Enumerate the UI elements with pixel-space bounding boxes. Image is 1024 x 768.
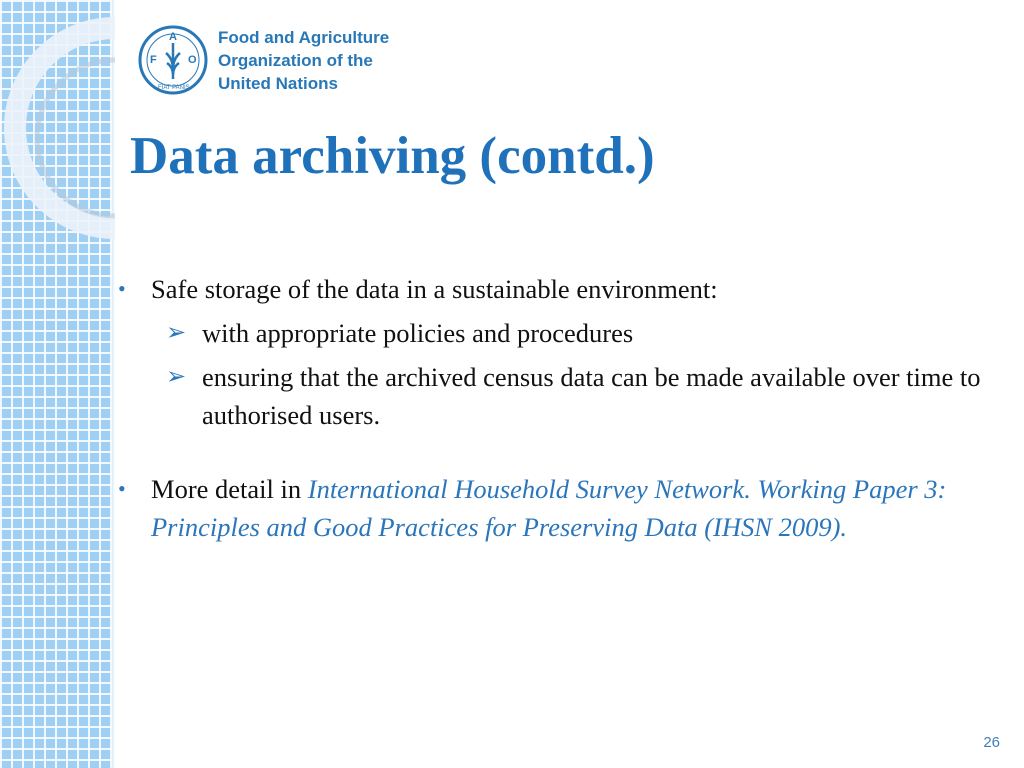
emblem-motto: FIAT PANIS — [158, 85, 190, 91]
bullet-text: Safe storage of the data in a sustainable environment: — [151, 274, 718, 304]
bullet-dot-icon: • — [118, 476, 126, 501]
arrow-bullet-icon: ➢ — [166, 364, 187, 390]
logo-line-1: Food and Agriculture — [218, 27, 390, 47]
sub-bullet-text: with appropriate policies and procedures — [202, 318, 634, 348]
emblem-letter-a: A — [169, 31, 177, 43]
page-number: 26 — [983, 734, 1000, 751]
reference-citation: International Household Survey Network. Working Paper 3: Principles and Good Practices for Preserving Data (IHSN 2009). — [151, 474, 947, 542]
fao-logo — [138, 24, 389, 96]
emblem-letter-o: O — [188, 54, 197, 66]
bullet-item-storage — [118, 270, 998, 308]
slide-title: Data archiving (contd.) — [130, 127, 655, 185]
slide-body — [118, 270, 998, 546]
logo-line-2: Organization of the — [218, 50, 373, 70]
bullet-spacer — [118, 434, 998, 470]
bullet-dot-icon: • — [118, 276, 126, 301]
sub-bullet-policies — [118, 314, 998, 352]
emblem-letter-f: F — [150, 54, 157, 66]
logo-line-3: United Nations — [218, 73, 338, 93]
arrow-bullet-icon: ➢ — [166, 320, 187, 346]
bullet-item-detail — [118, 470, 998, 546]
sub-bullet-text: ensuring that the archived census data can be made available over time to authorised users. — [202, 362, 981, 430]
fao-organization-name — [218, 26, 389, 95]
sub-bullet-availability — [118, 358, 998, 434]
fao-emblem-icon — [138, 25, 208, 95]
bullet-text: More detail in — [151, 474, 308, 504]
